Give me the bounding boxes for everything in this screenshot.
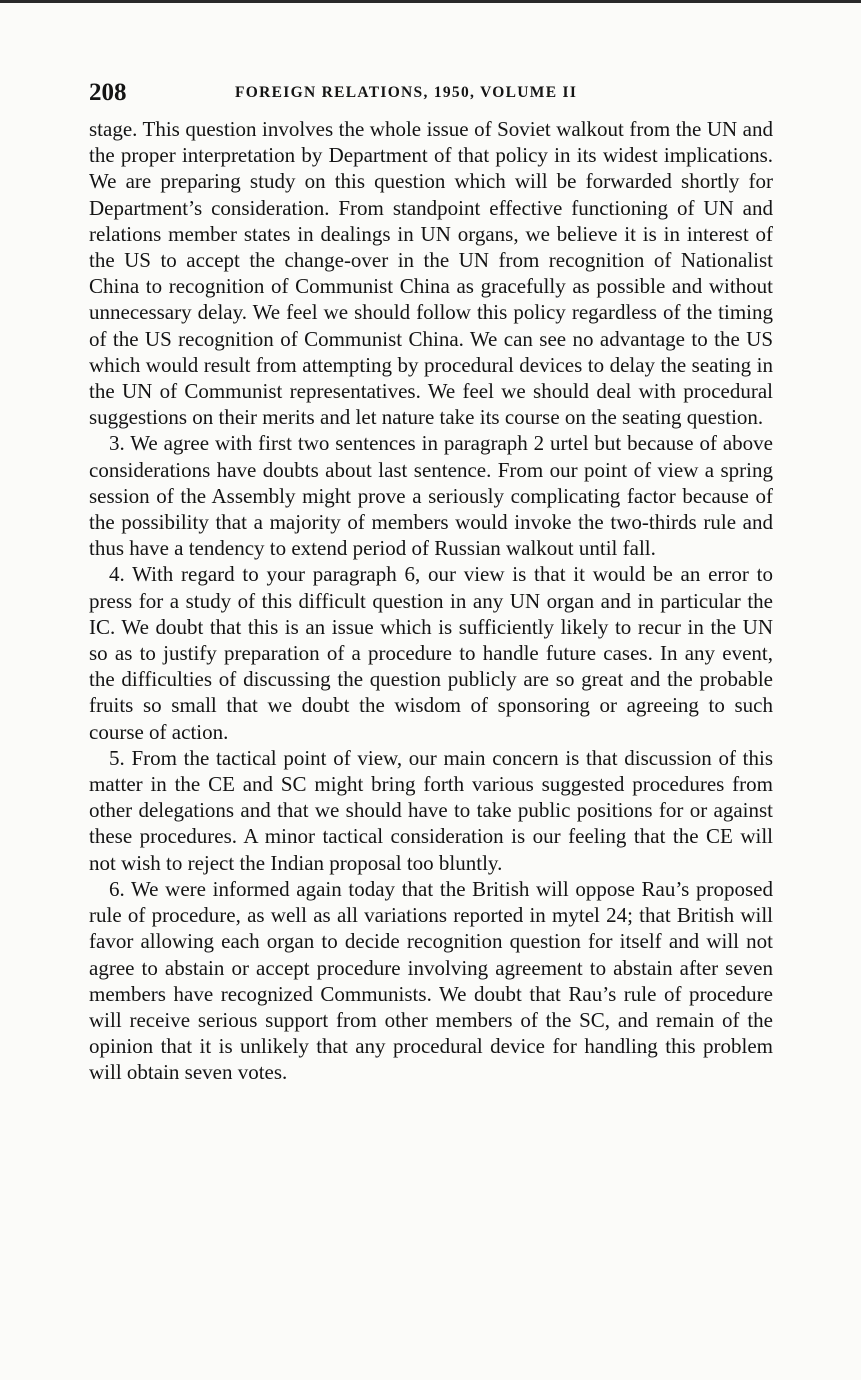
top-border-rule (0, 0, 861, 3)
paragraph-5: 5. From the tactical point of view, our main concern is that discussion of this matter in the CE and SC might bring forth various suggested procedures from other delegations and that we should have to take public positions for or against these procedures. A minor tactical consideration is our feeling that the CE will not wish to reject the Indian proposal too bluntly. (89, 745, 773, 875)
paragraph-continuation: stage. This question involves the whole issue of Soviet walkout from the UN and the proper interpretation by Department of that policy in its widest implications. We are preparing study on this question which will be forwarded shortly for Department’s consideration. From standpoint effective functioning of UN and relations member states in dealings in UN organs, we believe it is in interest of the US to accept the change-over in the UN from recognition of Nationalist China to recognition of Communist China as gracefully as possible and without unnecessary delay. We feel we should follow this policy regardless of the timing of the US recognition of Communist China. We can see no advantage to the US which would result from attempting by procedural devices to delay the seating in the UN of Communist representatives. We feel we should deal with procedural suggestions on their merits and let nature take its course on the seating question. (89, 117, 773, 430)
document-page (89, 76, 773, 1086)
paragraph-4: 4. With regard to your paragraph 6, our view is that it would be an error to press for a study of this difficult question in any UN organ and in particular the IC. We doubt that this is an issue which is sufficiently likely to recur in the UN so as to justify preparation of a procedure to handle future cases. In any event, the difficulties of discussing the question publicly are so great and the probable fruits so small that we doubt the wisdom of sponsoring or agreeing to such course of action. (89, 562, 773, 744)
running-header (89, 76, 773, 116)
page-number: 208 (89, 79, 127, 106)
header-title: FOREIGN RELATIONS, 1950, VOLUME II (235, 84, 578, 101)
paragraph-6: 6. We were informed again today that the British will oppose Rau’s proposed rule of procedure, as well as all variations reported in mytel 24; that British will favor allowing each organ to decide recognition question for itself and will not agree to abstain or accept procedure involving agreement to abstain after seven members have recognized Communists. We doubt that Rau’s rule of procedure will receive serious support from other members of the SC, and remain of the opinion that it is unlikely that any procedural device for handling this problem will obtain seven votes. (89, 876, 773, 1085)
paragraph-3: 3. We agree with first two sentences in paragraph 2 urtel but because of above considerations have doubts about last sentence. From our point of view a spring session of the Assembly might prove a seriously complicating factor because of the possibility that a majority of members would invoke the two-thirds rule and thus have a tendency to extend period of Russian walkout until fall. (89, 431, 773, 561)
document-body (89, 116, 773, 1086)
